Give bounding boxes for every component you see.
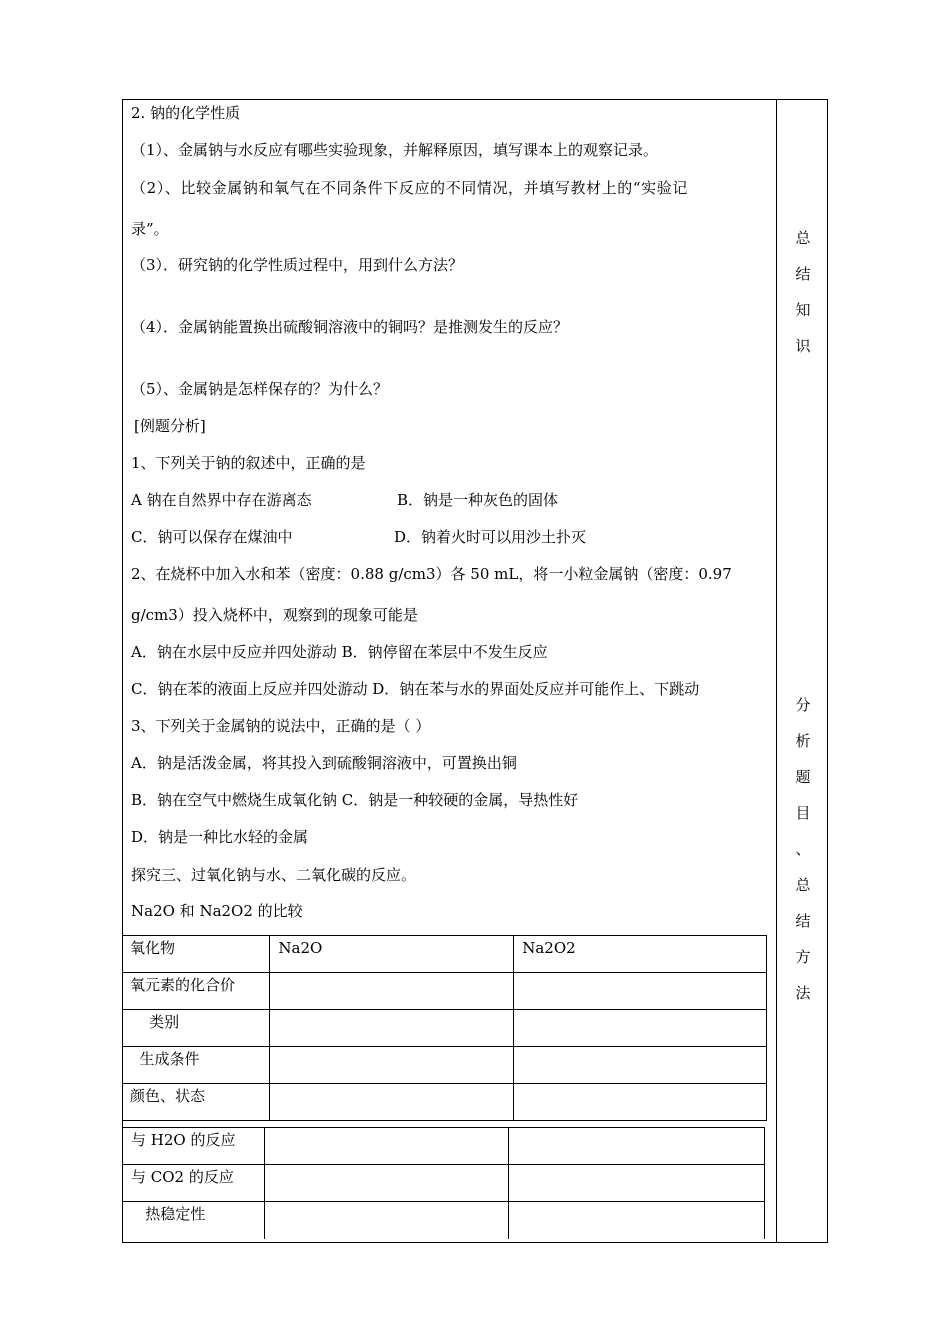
ex3-stem: 3、下列关于金属钠的说法中，正确的是（ ） [131,717,431,735]
table-cell-empty [514,1047,767,1084]
side-char: 识 [795,337,811,355]
table-cell-empty [509,1202,765,1239]
table-row [122,973,767,1010]
question-5: （5）、金属钠是怎样保存的？为什么？ [131,380,389,398]
table-row-label: 生成条件 [122,1047,270,1084]
ex2-options-cd: C．钠在苯的液面上反应并四处游动 D．钠在苯与水的界面处反应并可能作上、下跳动 [131,680,700,698]
table-cell-empty [265,1165,509,1202]
table-cell-empty [270,1010,514,1047]
ex2-stem-2: g/cm3）投入烧杯中，观察到的现象可能是 [131,606,418,624]
table-row-label: 与 CO2 的反应 [122,1165,265,1202]
question-2-cont: 录”。 [131,220,169,238]
question-1: （1）、金属钠与水反应有哪些实验现象，并解释原因，填写课本上的观察记录。 [131,141,659,159]
ex3-option-d: D．钠是一种比水轻的金属 [131,828,309,846]
side-char: 目 [795,804,811,822]
table-row-label: 氧元素的化合价 [122,973,270,1010]
side-char: 、 [795,840,811,858]
ex1-option-d: D．钠着火时可以用沙土扑灭 [394,528,587,546]
table-row [122,936,767,973]
side-char: 知 [795,301,811,319]
side-label-summary [778,220,828,364]
table-row [122,1165,765,1202]
table-row-label: 与 H2O 的反应 [122,1128,265,1165]
side-char: 题 [795,768,811,786]
question-4: （4）．金属钠能置换出硫酸铜溶液中的铜吗？是推测发生的反应？ [131,318,569,336]
table-cell-empty [514,1010,767,1047]
table-cell-empty [509,1165,765,1202]
side-char: 结 [795,265,811,283]
question-2: （2）、比较金属钠和氧气在不同条件下反应的不同情况，并填写教材上的“实验记 [131,179,688,197]
ex1-option-c: C．钠可以保存在煤油中 [131,528,293,546]
ex1-stem: 1、下列关于钠的叙述中，正确的是 [131,454,366,472]
table-header-cell: Na2O [270,936,514,973]
comparison-table-bottom [122,1127,765,1239]
table-row [122,1202,765,1239]
side-char: 析 [795,732,811,750]
ex2-options-ab: A．钠在水层中反应并四处游动 B．钠停留在苯层中不发生反应 [131,643,548,661]
example-heading: [例题分析] [134,417,206,435]
table-cell-empty [514,1084,767,1121]
table-cell-empty [270,973,514,1010]
table-row-label: 热稳定性 [122,1202,265,1239]
side-char: 总 [795,229,811,247]
side-char: 法 [795,984,811,1002]
side-label-analysis [778,687,828,1011]
table-cell-empty [270,1047,514,1084]
comparison-table-top [122,935,767,1121]
table-header-cell: Na2O2 [514,936,767,973]
table-row [122,1128,765,1165]
table-row [122,1047,767,1084]
table-row [122,1010,767,1047]
ex1-option-a: A 钠在自然界中存在游离态 [131,491,312,509]
table-cell-empty [265,1202,509,1239]
question-3: （3）．研究钠的化学性质过程中，用到什么方法？ [131,256,464,274]
section-title: 2. 钠的化学性质 [131,104,241,122]
ex3-option-a: A．钠是活泼金属，将其投入到硫酸铜溶液中，可置换出铜 [131,754,517,772]
table-row-label: 颜色、状态 [122,1084,270,1121]
table-cell-empty [514,973,767,1010]
table-row-label: 类别 [122,1010,270,1047]
ex3-options-bc: B．钠在空气中燃烧生成氧化钠 C．钠是一种较硬的金属，导热性好 [131,791,579,809]
column-divider [776,99,777,1243]
table-cell-empty [265,1128,509,1165]
side-char: 总 [795,876,811,894]
table-row [122,1084,767,1121]
ex2-stem-1: 2、在烧杯中加入水和苯（密度：0.88 g/cm3）各 50 mL，将一小粒金属钠（密度：0.97 [131,565,732,583]
compare-title: Na2O 和 Na2O2 的比较 [131,902,303,920]
side-char: 方 [795,948,811,966]
ex1-option-b: B．钠是一种灰色的固体 [397,491,559,509]
table-cell-empty [270,1084,514,1121]
side-char: 结 [795,912,811,930]
table-header-cell: 氧化物 [122,936,270,973]
table-cell-empty [509,1128,765,1165]
side-char: 分 [795,696,811,714]
explore-heading: 探究三、过氧化钠与水、二氧化碳的反应。 [131,866,417,884]
